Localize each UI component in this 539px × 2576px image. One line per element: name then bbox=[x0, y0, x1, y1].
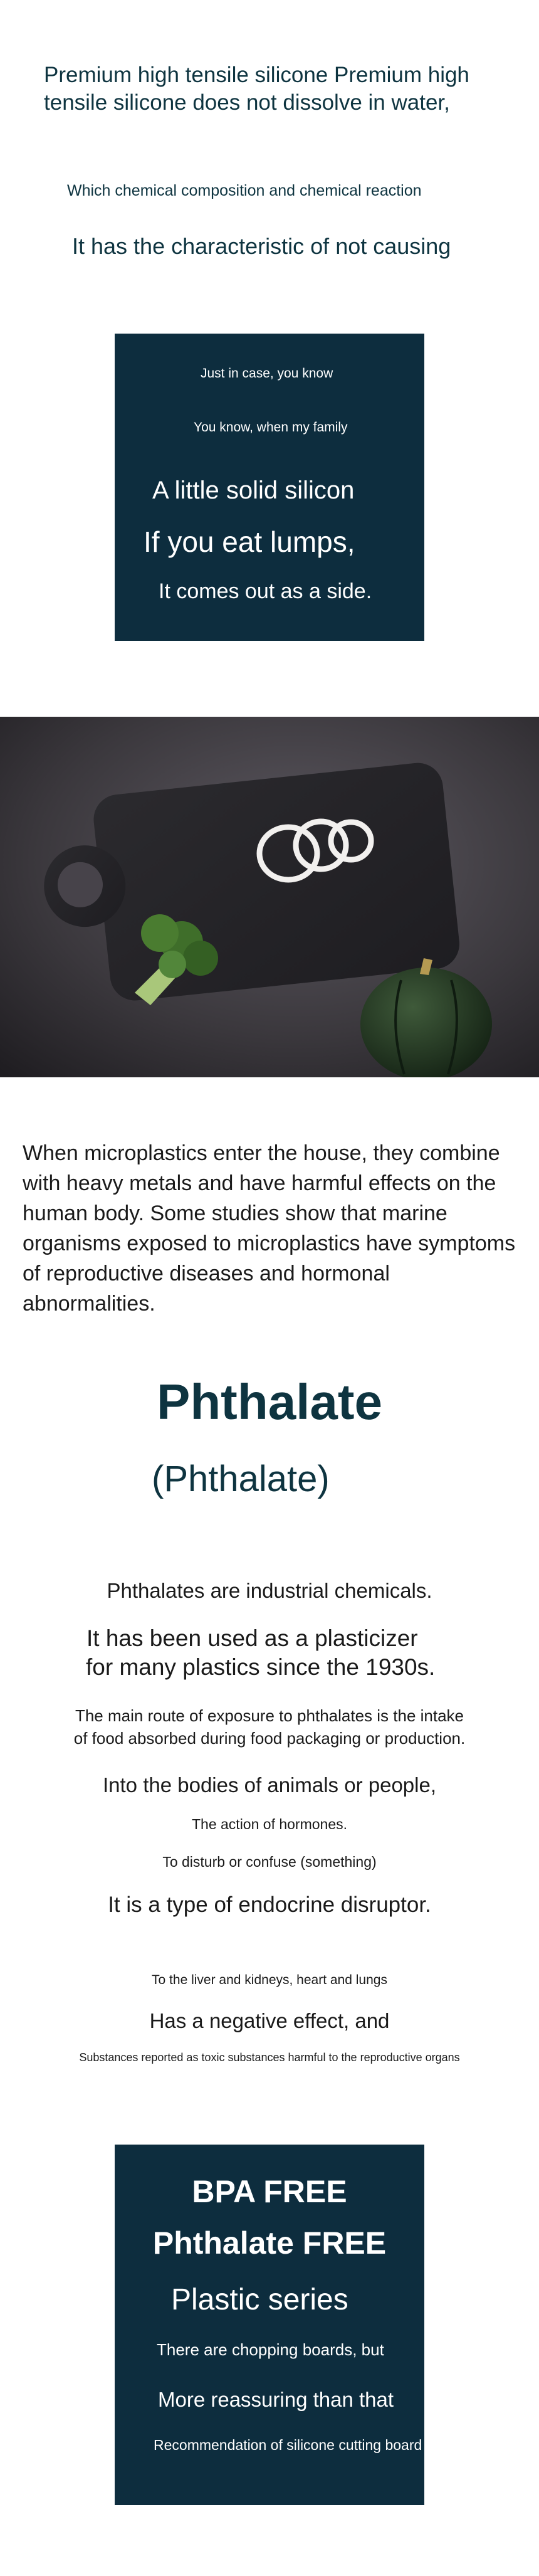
phthalate-line-7: It is a type of endocrine disruptor. bbox=[108, 1892, 431, 1917]
box2-line-2: Phthalate FREE bbox=[152, 2225, 387, 2261]
intro-paragraph bbox=[44, 61, 470, 117]
phthalate-line-3a: The main route of exposure to phthalates is the intake bbox=[75, 1706, 464, 1725]
phthalate-line-3b: of food absorbed during food packaging or production. bbox=[73, 1729, 466, 1748]
phthalate-line-8: To the liver and kidneys, heart and lungs bbox=[152, 1973, 387, 1987]
info-box-2 bbox=[115, 2145, 424, 2505]
box2-line-3: Plastic series bbox=[171, 2283, 348, 2316]
phthalate-line-1: Phthalates are industrial chemicals. bbox=[107, 1579, 432, 1602]
box1-line-3: A little solid silicon bbox=[152, 477, 355, 504]
phthalate-line-5: The action of hormones. bbox=[191, 1816, 348, 1832]
phthalate-line-2a: It has been used as a plasticizer bbox=[86, 1625, 418, 1651]
info-box-1 bbox=[115, 334, 424, 641]
intro-line-1: Premium high tensile silicone Premium high tensile silicone does not dissolve in water, bbox=[44, 63, 469, 115]
box2-line-1: BPA FREE bbox=[192, 2174, 347, 2209]
microplastics-paragraph: When microplastics enter the house, they combine with heavy metals and have harmful effects on the human body. Some studies show that marine organisms exposed to microplastics have symptoms of reproductive diseases and hormonal abnormalities. bbox=[23, 1141, 516, 1316]
box2-line-5: More reassuring than that bbox=[158, 2388, 394, 2411]
phthalate-line-9: Has a negative effect, and bbox=[149, 2009, 390, 2032]
phthalate-subtitle: (Phthalate) bbox=[152, 1459, 330, 1499]
cutting-board-photo bbox=[0, 717, 539, 1077]
box1-line-4: If you eat lumps, bbox=[144, 525, 355, 558]
phthalate-line-2b: for many plastics since the 1930s. bbox=[86, 1654, 436, 1680]
box2-line-4: There are chopping boards, but bbox=[157, 2340, 384, 2359]
phthalate-line-6: To disturb or confuse (something) bbox=[162, 1854, 377, 1870]
box1-line-1: Just in case, you know bbox=[201, 366, 333, 381]
box1-line-2: You know, when my family bbox=[194, 420, 348, 435]
box2-line-6: Recommendation of silicone cutting board bbox=[154, 2437, 422, 2453]
phthalate-title: Phthalate bbox=[156, 1374, 383, 1430]
phthalate-line-10: Substances reported as toxic substances harmful to the reproductive organs bbox=[79, 2051, 460, 2064]
box1-line-5: It comes out as a side. bbox=[159, 579, 372, 603]
phthalate-line-4: Into the bodies of animals or people, bbox=[102, 1773, 436, 1797]
intro-line-3: It has the characteristic of not causing bbox=[72, 233, 451, 259]
intro-line-2: Which chemical composition and chemical reaction bbox=[67, 182, 422, 199]
